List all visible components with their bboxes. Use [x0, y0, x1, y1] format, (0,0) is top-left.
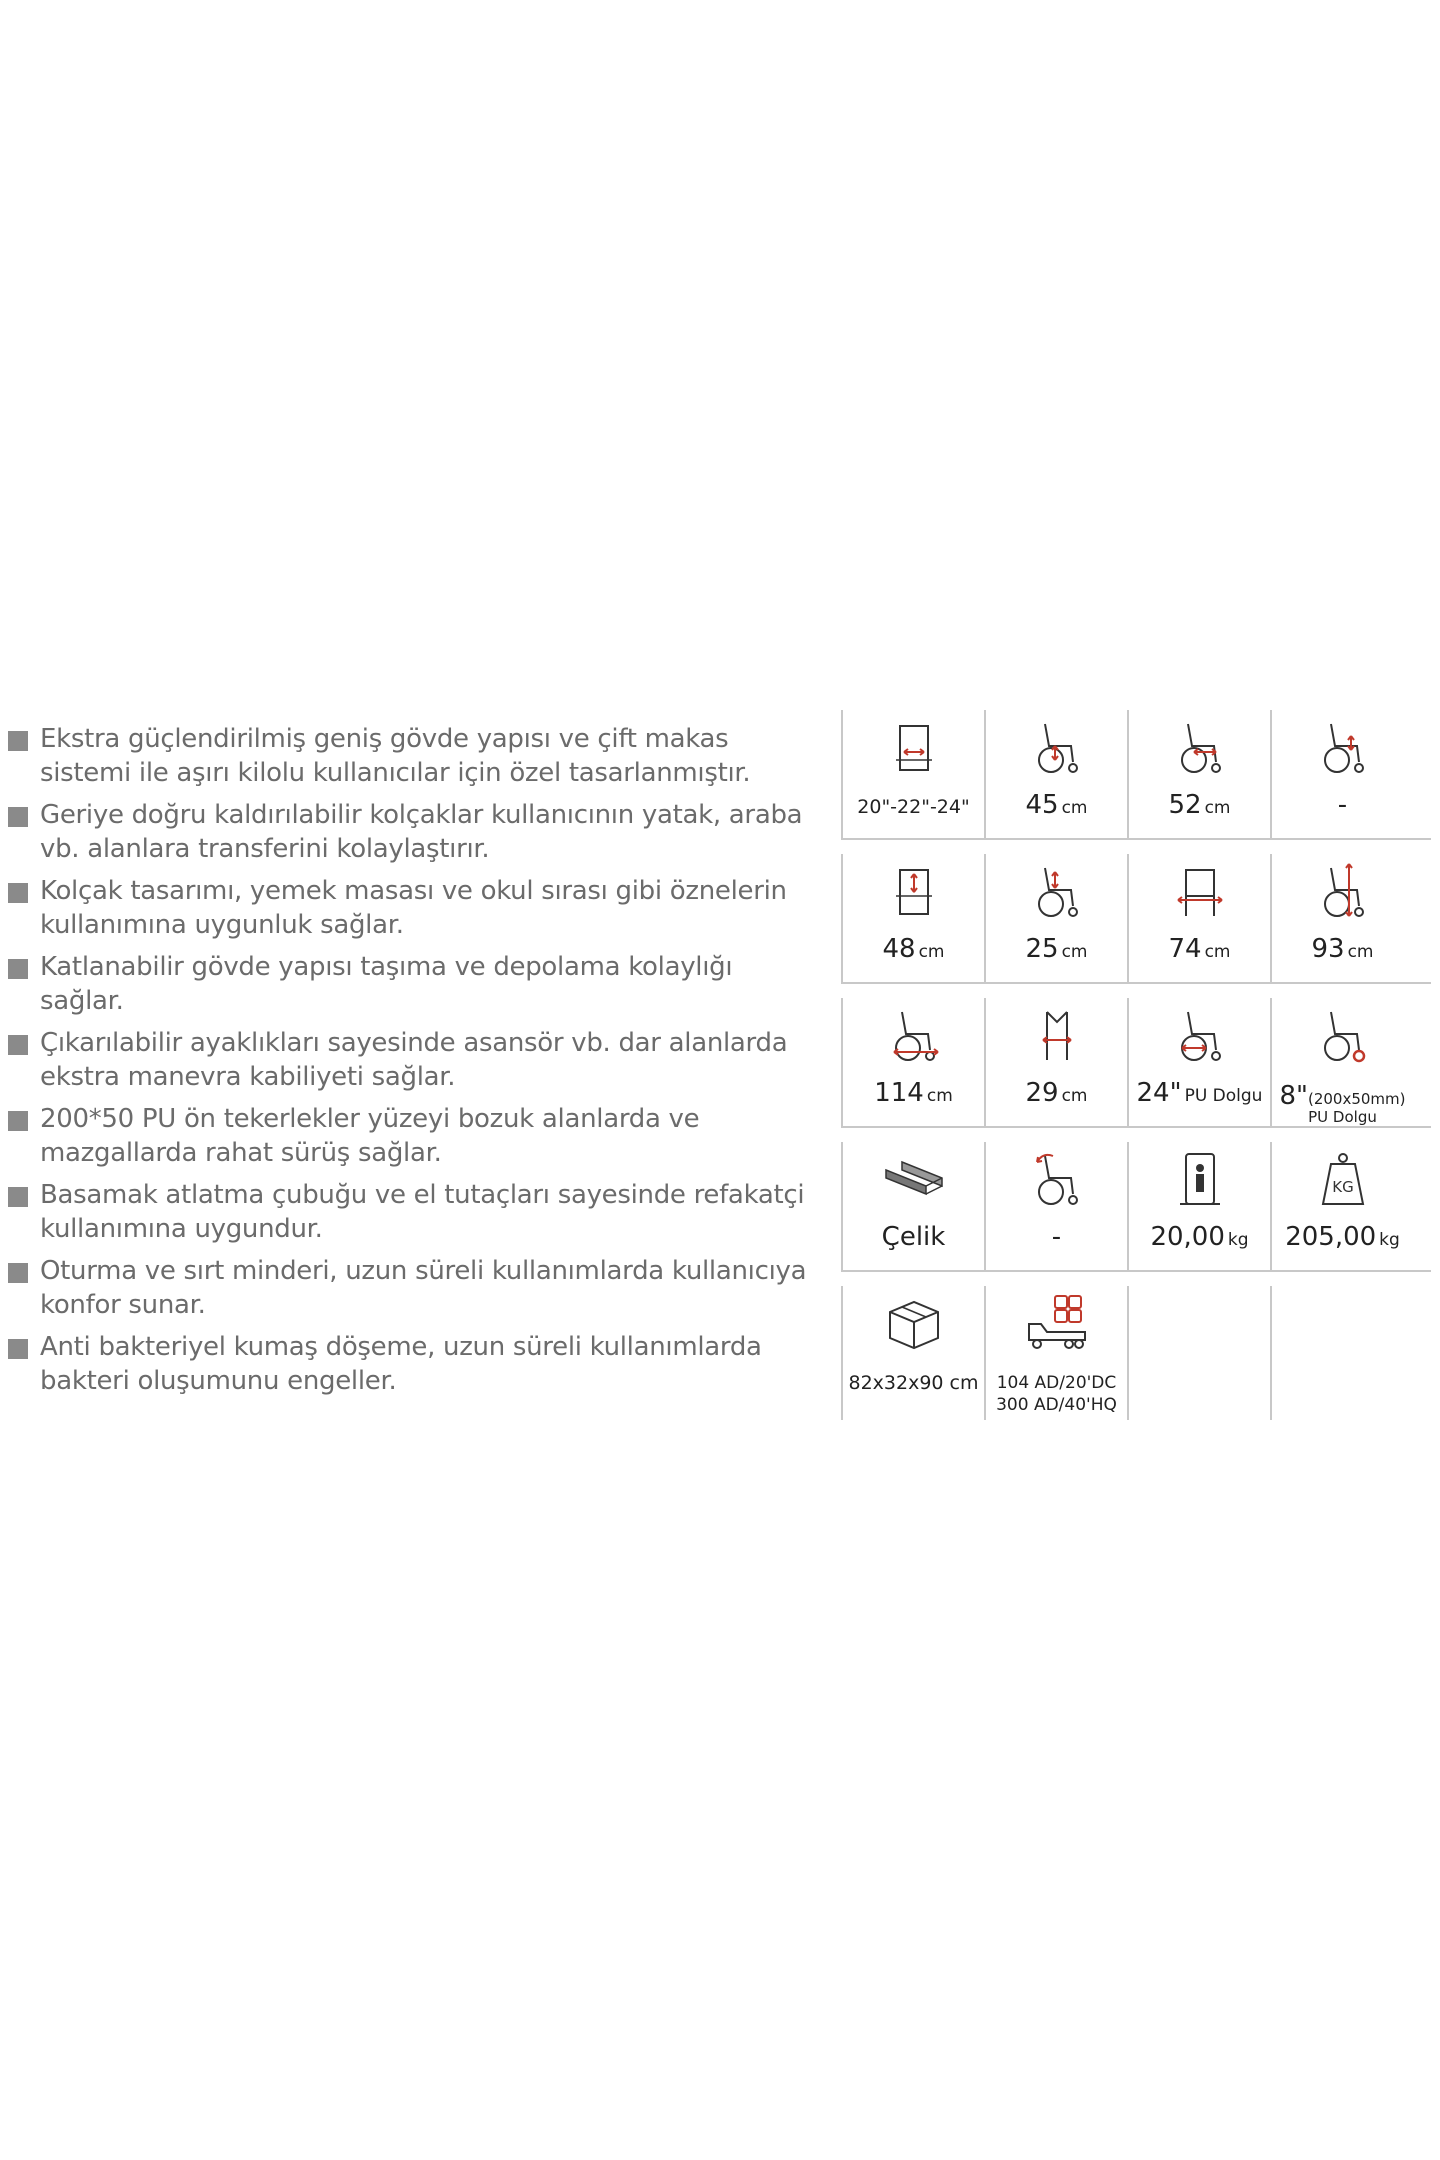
- spec-cell-total-height: 93 cm: [1270, 854, 1413, 982]
- feature-item: Ekstra güçlendirilmiş geniş gövde yapısı ve çift makas sistemi ile aşırı kilolu kullanıcılar için özel tasarlanmıştır.: [8, 722, 818, 790]
- net-weight-icon: [1168, 1148, 1232, 1212]
- armrest-height-icon: [1311, 716, 1375, 780]
- container-truck-icon: [1025, 1292, 1089, 1356]
- spec-row: [841, 1286, 1431, 1420]
- total-length-icon: [882, 1004, 946, 1068]
- feature-item: Basamak atlatma çubuğu ve el tutaçları sayesinde refakatçi kullanımına uygundur.: [8, 1178, 818, 1246]
- spec-cell-seat-depth: 52 cm: [1127, 710, 1270, 838]
- spec-cell-front-wheel: 8"(200x50mm) PU Dolgu: [1270, 998, 1413, 1126]
- bullet-square-icon: [8, 807, 28, 827]
- spec-cell-armrest-height: -: [1270, 710, 1413, 838]
- feature-item: Çıkarılabilir ayaklıkları sayesinde asansör vb. dar alanlarda ekstra manevra kabiliyeti sağlar.: [8, 1026, 818, 1094]
- seat-depth-icon: [1168, 716, 1232, 780]
- svg-text:KG: KG: [1331, 1178, 1354, 1196]
- spec-row: [841, 1142, 1431, 1272]
- bullet-square-icon: [8, 883, 28, 903]
- spec-cell-empty: [1270, 1286, 1413, 1420]
- feature-item: 200*50 PU ön tekerlekler yüzeyi bozuk alanlarda ve mazgallarda rahat sürüş sağlar.: [8, 1102, 818, 1170]
- folded-width-icon: [1025, 1004, 1089, 1068]
- bullet-square-icon: [8, 1035, 28, 1055]
- spec-cell-seat-width: 20"-22"-24": [841, 710, 984, 838]
- spec-cell-total-width: 74 cm: [1127, 854, 1270, 982]
- seat-width-icon: [882, 716, 946, 780]
- spec-cell-arm-height: 25 cm: [984, 854, 1127, 982]
- spec-cell-back-height: 48 cm: [841, 854, 984, 982]
- spec-cell-empty: [1127, 1286, 1270, 1420]
- bullet-square-icon: [8, 959, 28, 979]
- frame-material-icon: [882, 1148, 946, 1212]
- spec-cell-backrest-angle: -: [984, 1142, 1127, 1270]
- bullet-square-icon: [8, 1339, 28, 1359]
- feature-item: Geriye doğru kaldırılabilir kolçaklar kullanıcının yatak, araba vb. alanlara transferini kolaylaştırır.: [8, 798, 818, 866]
- spec-cell-frame-material: Çelik: [841, 1142, 984, 1270]
- spec-cell-package-size: 82x32x90 cm: [841, 1286, 984, 1420]
- arm-height-icon: [1025, 860, 1089, 924]
- spec-cell-max-load: KG 205,00 kg: [1270, 1142, 1413, 1270]
- total-width-icon: [1168, 860, 1232, 924]
- spec-cell-net-weight: 20,00 kg: [1127, 1142, 1270, 1270]
- feature-item: Kolçak tasarımı, yemek masası ve okul sırası gibi öznelerin kullanımına uygunluk sağlar.: [8, 874, 818, 942]
- seat-height-icon: [1025, 716, 1089, 780]
- spec-cell-rear-wheel: 24" PU Dolgu: [1127, 998, 1270, 1126]
- spec-cell-seat-height: 45 cm: [984, 710, 1127, 838]
- rear-wheel-icon: [1168, 1004, 1232, 1068]
- feature-item: Katlanabilir gövde yapısı taşıma ve depolama kolaylığı sağlar.: [8, 950, 818, 1018]
- spec-cell-folded-width: 29 cm: [984, 998, 1127, 1126]
- front-wheel-icon: [1311, 1004, 1375, 1068]
- feature-item: Anti bakteriyel kumaş döşeme, uzun süreli kullanımlarda bakteri oluşumunu engeller.: [8, 1330, 818, 1398]
- max-load-icon: [1311, 1148, 1375, 1212]
- spec-row: [841, 854, 1431, 984]
- spec-row: [841, 710, 1431, 840]
- bullet-square-icon: [8, 731, 28, 751]
- feature-list: [8, 722, 818, 1406]
- backrest-angle-icon: [1025, 1148, 1089, 1212]
- spec-row: [841, 998, 1431, 1128]
- back-height-icon: [882, 860, 946, 924]
- bullet-square-icon: [8, 1263, 28, 1283]
- bullet-square-icon: [8, 1187, 28, 1207]
- bullet-square-icon: [8, 1111, 28, 1131]
- package-box-icon: [882, 1292, 946, 1356]
- spec-grid: [841, 710, 1431, 1434]
- feature-item: Oturma ve sırt minderi, uzun süreli kullanımlarda kullanıcıya konfor sunar.: [8, 1254, 818, 1322]
- total-height-icon: [1311, 860, 1375, 924]
- spec-cell-total-length: 114 cm: [841, 998, 984, 1126]
- spec-cell-container: 104 AD/20'DC 300 AD/40'HQ: [984, 1286, 1127, 1420]
